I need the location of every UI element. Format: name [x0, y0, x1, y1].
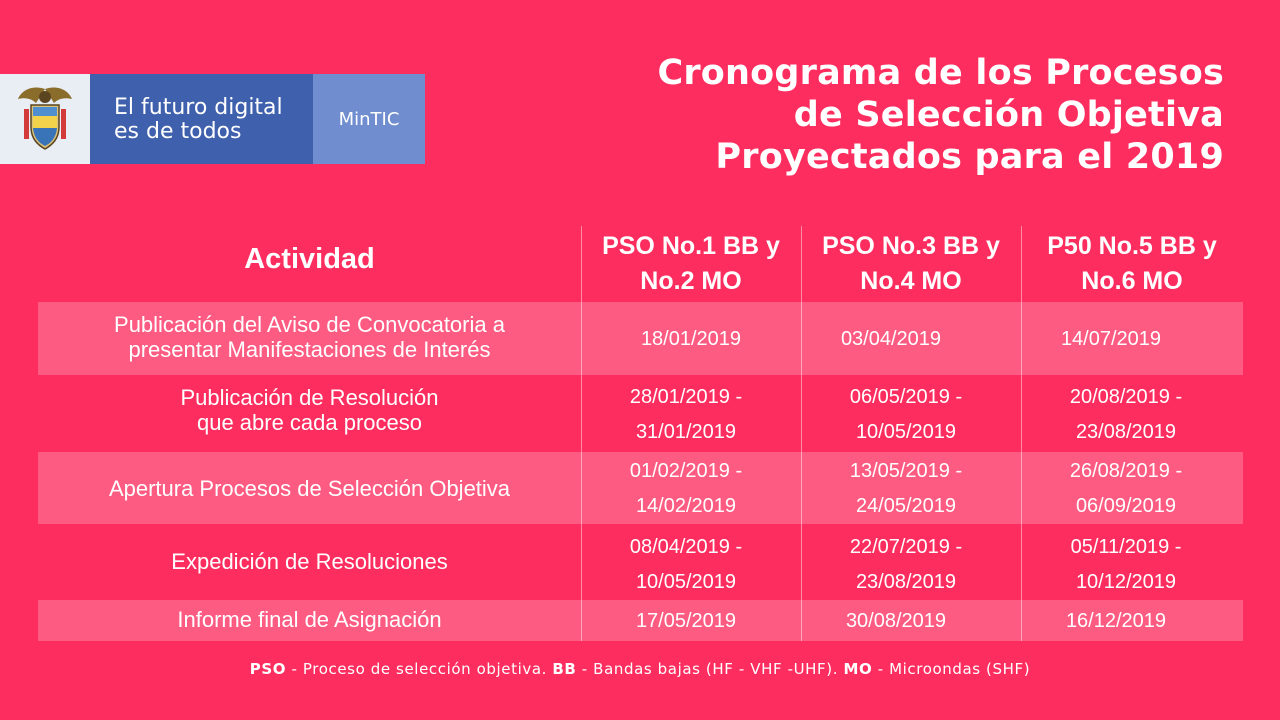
footnote-bb-abbr: BB: [552, 660, 577, 678]
header-pso-3: [801, 229, 1021, 299]
activity-line: presentar Manifestaciones de Interés: [128, 337, 491, 362]
date-cell: [1021, 454, 1231, 524]
footnote-pso-desc: - Proceso de selección objetiva.: [286, 660, 553, 678]
date-cell: [1021, 530, 1231, 600]
date-value: 18/01/2019: [640, 328, 742, 350]
title-line1: Cronograma de los Procesos: [657, 53, 1224, 93]
date-value: 06/05/2019 -: [849, 386, 963, 408]
header-pso-1: [581, 229, 801, 299]
activity-informe-final: [38, 607, 581, 632]
header-pso-5-line2: No.6 MO: [1081, 267, 1183, 295]
date-value: 26/08/2019 -: [1069, 460, 1183, 482]
logo-slogan: [90, 74, 313, 164]
logo-slogan-line2: es de todos: [114, 119, 242, 144]
activity-line: Informe final de Asignación: [177, 607, 442, 632]
footnote-pso-abbr: PSO: [249, 660, 287, 678]
date-value: 17/05/2019: [635, 610, 737, 632]
logo-slogan-line1: El futuro digital: [114, 95, 283, 120]
date-value: 22/07/2019 -: [849, 536, 963, 558]
date-value: 01/02/2019 -: [629, 460, 743, 482]
date-value: 13/05/2019 -: [849, 460, 963, 482]
header-activity: Actividad: [244, 243, 375, 275]
date-value: 05/11/2019 -: [1070, 536, 1182, 558]
ministry-label: MinTIC: [313, 74, 425, 164]
date-cell: [781, 322, 1001, 357]
date-cell: [781, 604, 1011, 639]
date-value: 20/08/2019 -: [1069, 386, 1183, 408]
header-pso-3-line2: No.4 MO: [860, 267, 962, 295]
activity-line: Apertura Procesos de Selección Objetiva: [108, 476, 511, 501]
date-value: 23/08/2019: [1075, 421, 1177, 443]
date-value: 16/12/2019: [1065, 610, 1167, 632]
date-cell: [1021, 380, 1231, 450]
government-logo: [0, 74, 425, 164]
activity-expedicion-resoluciones: [38, 549, 581, 574]
date-cell: [801, 380, 1011, 450]
activity-apertura-procesos: [38, 476, 581, 501]
footnote-mo-abbr: MO: [843, 660, 873, 678]
date-cell: [581, 322, 801, 357]
footnote-mo-desc: - Microondas (SHF): [872, 660, 1031, 678]
date-cell: [581, 530, 791, 600]
activity-publicacion-aviso: [38, 312, 581, 362]
header-pso-5: [1021, 229, 1243, 299]
date-cell: [801, 530, 1011, 600]
date-value: 31/01/2019: [635, 421, 737, 443]
footnote: [0, 660, 1280, 678]
schedule-table: [38, 226, 1243, 641]
date-value: 10/05/2019: [635, 571, 737, 593]
date-value: 10/05/2019: [855, 421, 957, 443]
date-value: 30/08/2019: [845, 610, 947, 632]
header-pso-5-line1: P50 No.5 BB y: [1047, 232, 1217, 260]
date-cell: [801, 454, 1011, 524]
activity-line: que abre cada proceso: [196, 410, 423, 435]
page-title: [604, 52, 1224, 178]
date-cell: [581, 380, 791, 450]
title-line2: de Selección Objetiva: [793, 95, 1224, 135]
date-value: 23/08/2019: [855, 571, 957, 593]
date-cell: [1001, 322, 1221, 357]
footnote-bb-desc: - Bandas bajas (HF - VHF -UHF).: [576, 660, 844, 678]
date-value: 14/02/2019: [635, 495, 737, 517]
activity-line: Publicación del Aviso de Convocatoria a: [114, 312, 505, 337]
date-cell: [581, 454, 791, 524]
title-line3: Proyectados para el 2019: [715, 137, 1224, 177]
date-value: 06/09/2019: [1075, 495, 1177, 517]
coat-of-arms-icon: [0, 74, 90, 164]
activity-line: Publicación de Resolución: [180, 385, 439, 410]
date-value: 24/05/2019: [855, 495, 957, 517]
header-pso-3-line1: PSO No.3 BB y: [822, 232, 1000, 260]
date-cell: [581, 604, 791, 639]
date-value: 14/07/2019: [1060, 328, 1162, 350]
date-value: 08/04/2019 -: [629, 536, 743, 558]
date-value: 10/12/2019: [1075, 571, 1177, 593]
date-value: 28/01/2019 -: [629, 386, 743, 408]
header-pso-1-line1: PSO No.1 BB y: [602, 232, 780, 260]
activity-line: Expedición de Resoluciones: [171, 549, 448, 574]
date-cell: [1001, 604, 1231, 639]
date-value: 03/04/2019: [840, 328, 942, 350]
activity-publicacion-resolucion: [38, 385, 581, 435]
header-pso-1-line2: No.2 MO: [640, 267, 742, 295]
